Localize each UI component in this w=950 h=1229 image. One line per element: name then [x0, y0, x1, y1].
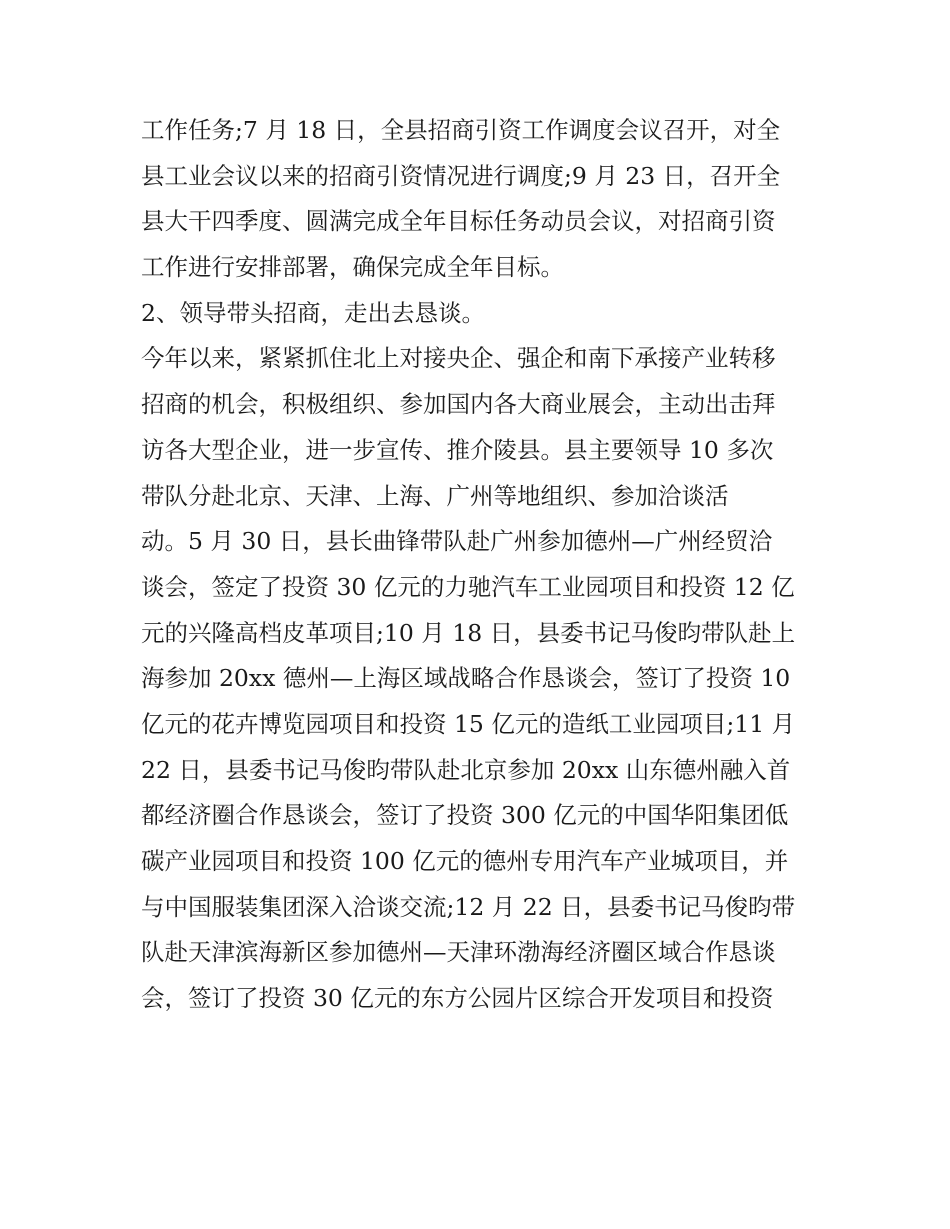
- text-line: 都经济圈合作恳谈会，签订了投资 300 亿元的中国华阳集团低: [141, 801, 789, 830]
- text-line: 县大干四季度、圆满完成全年目标任务动员会议，对招商引资: [141, 207, 776, 236]
- text-line: 动。5 月 30 日，县长曲锋带队赴广州参加德州—广州经贸洽: [141, 527, 773, 556]
- text-line: 工作任务;7 月 18 日，全县招商引资工作调度会议召开，对全: [141, 116, 781, 144]
- body-text: [141, 108, 831, 1022]
- text-line: 亿元的花卉博览园项目和投资 15 亿元的造纸工业园项目;11 月: [141, 709, 796, 738]
- text-line: 22 日，县委书记马俊昀带队赴北京参加 20xx 山东德州融入首: [141, 755, 791, 784]
- text-line: 工作进行安排部署，确保完成全年目标。: [141, 253, 564, 282]
- text-line: 与中国服装集团深入洽谈交流;12 月 22 日，县委书记马俊昀带: [141, 892, 796, 921]
- text-line: 海参加 20xx 德州—上海区域战略合作恳谈会，签订了投资 10: [141, 664, 791, 693]
- text-line: 碳产业园项目和投资 100 亿元的德州专用汽车产业城项目，并: [141, 847, 789, 875]
- text-line: 带队分赴北京、天津、上海、广州等地组织、参加洽谈活: [141, 481, 729, 510]
- text-line: 元的兴隆高档皮革项目;10 月 18 日，县委书记马俊昀带队赴上: [141, 618, 796, 647]
- text-line: 招商的机会，积极组织、参加国内各大商业展会，主动出击拜: [141, 390, 776, 419]
- text-line: 会，签订了投资 30 亿元的东方公园片区综合开发项目和投资: [141, 984, 774, 1013]
- section-heading: 2、领导带头招商，走出去恳谈。: [141, 298, 485, 327]
- text-line: 县工业会议以来的招商引资情况进行调度;9 月 23 日，召开全: [141, 161, 781, 190]
- text-line: 今年以来，紧紧抓住北上对接央企、强企和南下承接产业转移: [141, 344, 776, 373]
- text-line: 访各大型企业，进一步宣传、推介陵县。县主要领导 10 多次: [141, 435, 774, 464]
- text-line: 队赴天津滨海新区参加德州—天津环渤海经济圈区域合作恳谈: [141, 938, 776, 967]
- text-line: 谈会，签定了投资 30 亿元的力驰汽车工业园项目和投资 12 亿: [141, 572, 795, 601]
